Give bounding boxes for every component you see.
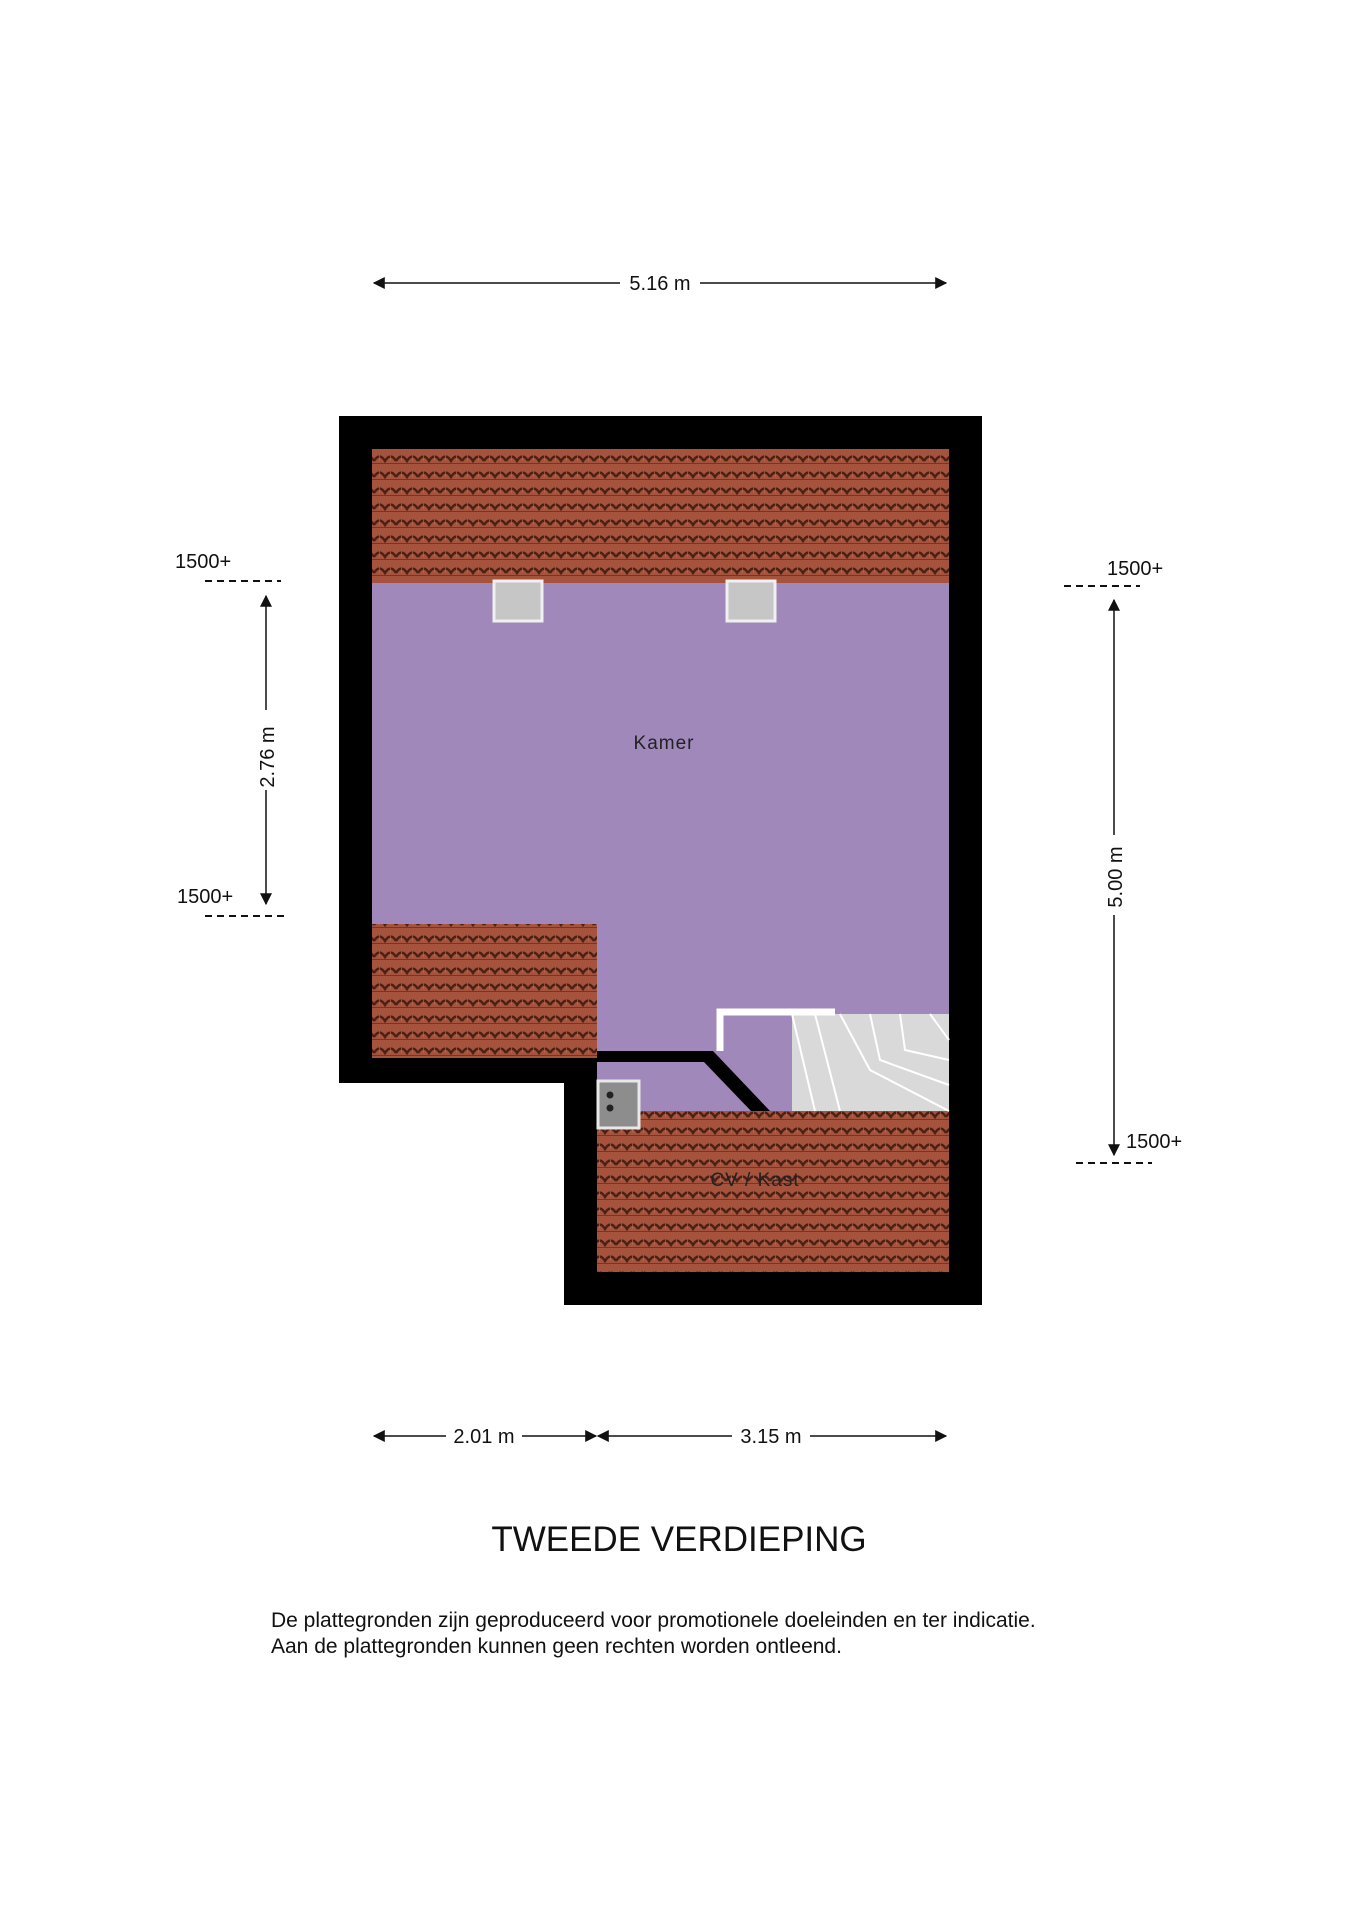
- disclaimer-line-1: De plattegronden zijn geproduceerd voor promotionele doeleinden en ter indicatie.: [271, 1609, 1036, 1632]
- dim-marker-left-bottom: 1500+: [177, 886, 234, 908]
- page-title: TWEEDE VERDIEPING: [491, 1520, 867, 1559]
- disclaimer: [271, 1608, 1271, 1660]
- dim-label-left: 2.76 m: [257, 726, 279, 788]
- boiler-icon: [598, 1081, 639, 1128]
- roof-slope-bottom: [597, 1111, 949, 1272]
- dim-marker-left-top: 1500+: [175, 551, 232, 573]
- dim-label-right: 5.00 m: [1105, 846, 1127, 908]
- dim-label-top: 5.16 m: [629, 273, 691, 295]
- dim-marker-right-bottom: 1500+: [1126, 1131, 1183, 1153]
- dim-label-bottom-left: 2.01 m: [453, 1426, 515, 1448]
- roof-slope-top: [372, 449, 949, 583]
- skylight-right: [727, 581, 775, 621]
- roof-slope-left: [372, 924, 597, 1058]
- disclaimer-line-2: Aan de plattegronden kunnen geen rechten worden ontleend.: [271, 1635, 842, 1658]
- room-label-kamer: Kamer: [633, 733, 695, 754]
- room-label-cv-kast: CV / Kast: [710, 1170, 800, 1191]
- dim-label-bottom-right: 3.15 m: [740, 1426, 802, 1448]
- skylight-left: [494, 581, 542, 621]
- dim-marker-right-top: 1500+: [1107, 558, 1164, 580]
